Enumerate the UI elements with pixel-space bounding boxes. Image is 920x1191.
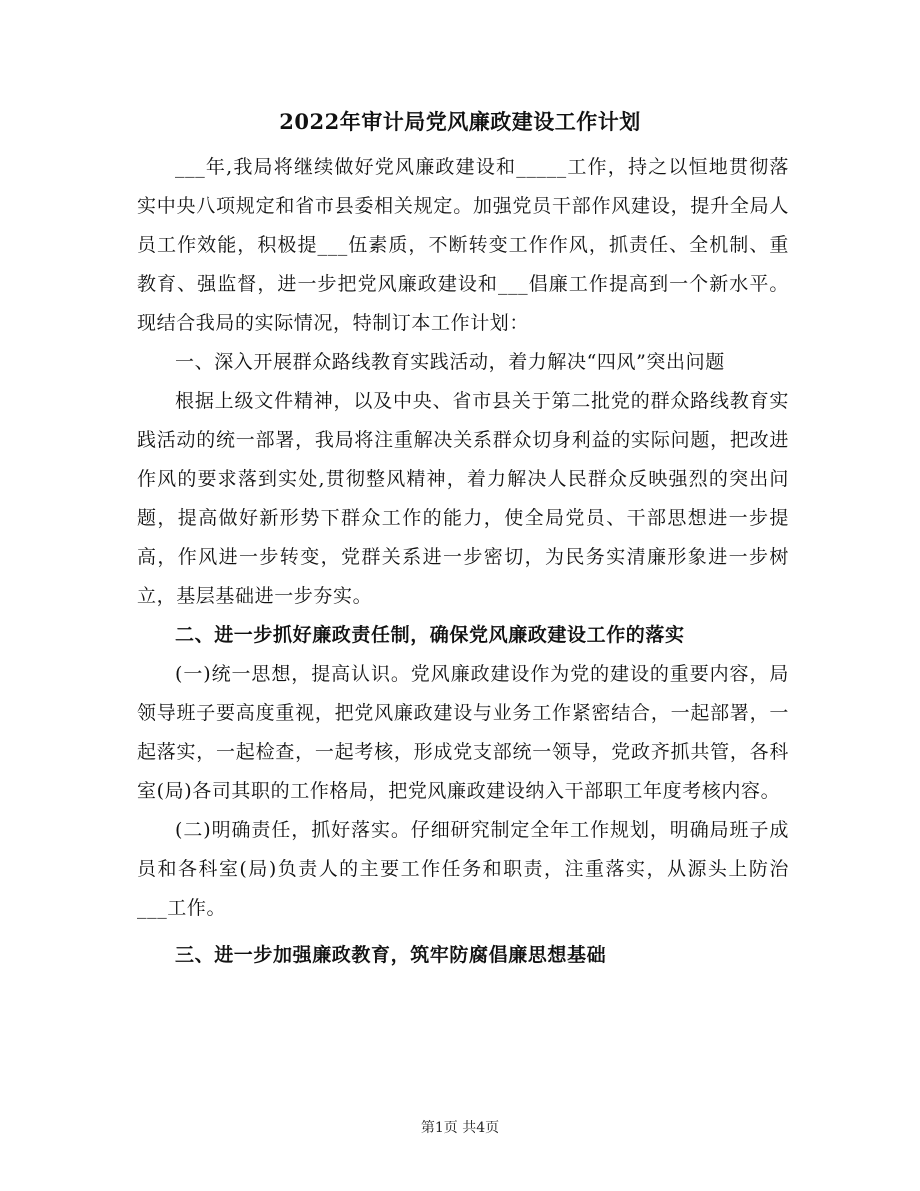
- section-heading-3: 三、进一步加强廉政教育，筑牢防腐倡廉思想基础: [175, 944, 607, 966]
- intro-paragraph: ___年,我局将继续做好党风廉政建设和_____工作，持之以恒地贯彻落实中央八项规定和省市县委相关规定。加强党员干部作风建设，提升全局人员工作效能，积极提___伍素质，不断转变工作作风，抓责任、全机制、重教育、强监督，进一步把党风廉政建设和___倡廉工作提高到一个新水平。现结合我局的实际情况，特制订本工作计划：: [137, 156, 789, 334]
- document-body: [137, 148, 789, 975]
- section-heading-1: 一、深入开展群众路线教育实践活动，着力解决“四风”突出问题: [175, 351, 725, 373]
- section-2-item-1: (一)统一思想，提高认识。党风廉政建设作为党的建设的重要内容，局领导班子要高度重视，把党风廉政建设与业务工作紧密结合，一起部署，一起落实，一起检查，一起考核，形成党支部统一领导，党政齐抓共管，各科室(局)各司其职的工作格局，把党风廉政建设纳入干部职工年度考核内容。: [137, 663, 789, 802]
- section-1-paragraph: 根据上级文件精神，以及中央、省市县关于第二批党的群众路线教育实践活动的统一部署，我局将注重解决关系群众切身利益的实际问题，把改进作风的要求落到实处,贯彻整风精神，着力解决人民群众反映强烈的突出问题，提高做好新形势下群众工作的能力，使全局党员、干部思想进一步提高，作风进一步转变，党群关系进一步密切，为民务实清廉形象进一步树立，基层基础进一步夯实。: [137, 390, 789, 607]
- section-heading-2: 二、进一步抓好廉政责任制，确保党风廉政建设工作的落实: [175, 624, 685, 646]
- page-number: 第1页 共4页: [420, 1120, 500, 1136]
- document-title: 2022年审计局党风廉政建设工作计划: [279, 109, 641, 134]
- section-2-item-2: (二)明确责任，抓好落实。仔细研究制定全年工作规划，明确局班子成员和各科室(局)负责人的主要工作任务和职责，注重落实，从源头上防治___工作。: [137, 819, 789, 919]
